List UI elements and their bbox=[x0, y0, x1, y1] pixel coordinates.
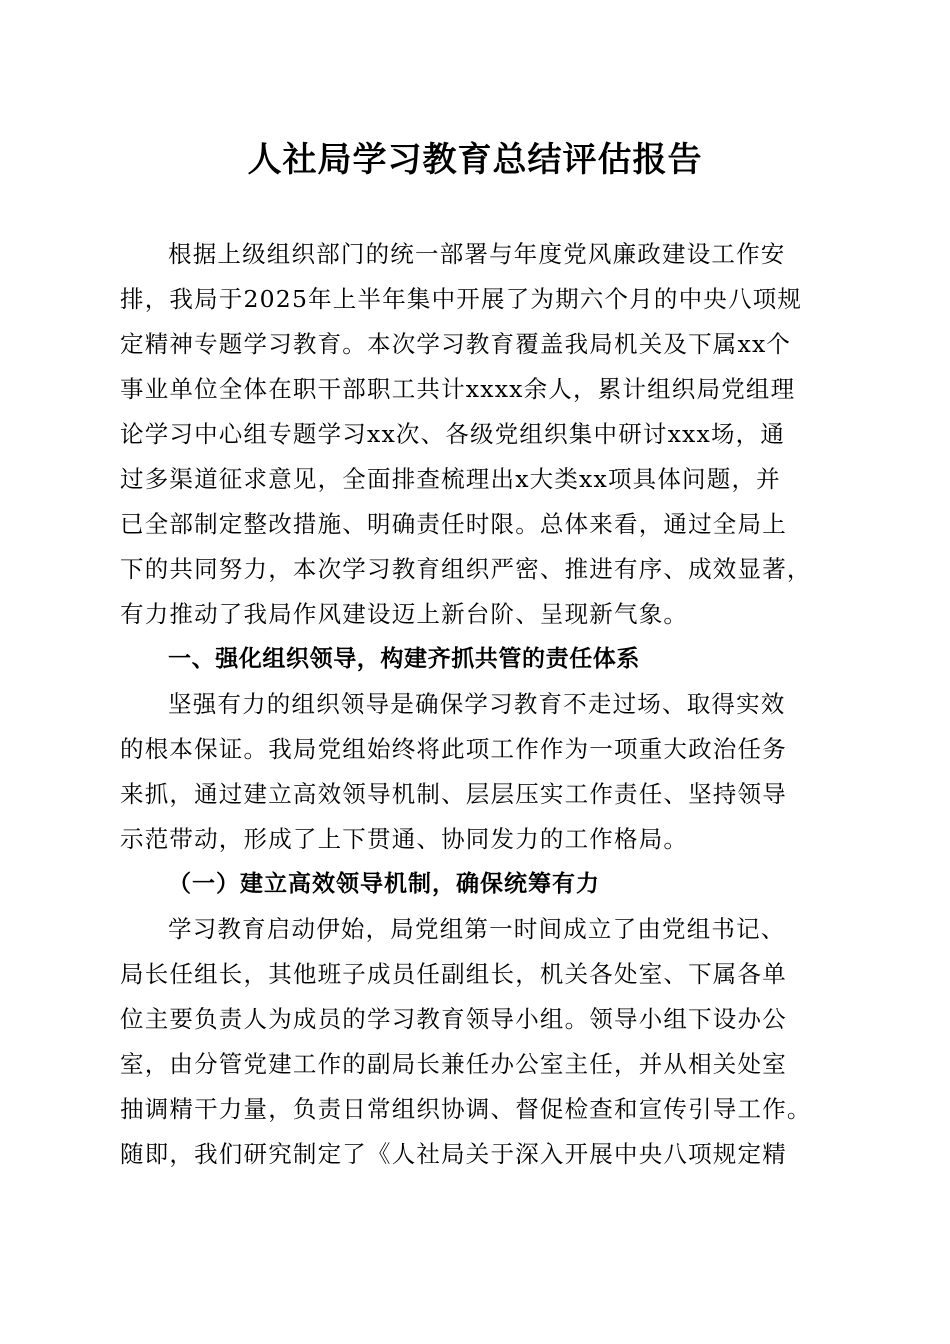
paragraph-2-line: 坚强有力的组织领导是确保学习教育不走过场、取得实效 bbox=[168, 690, 786, 718]
paragraph-1-line: 有力推动了我局作风建设迈上新台阶、呈现新气象。 bbox=[120, 600, 689, 628]
paragraph-1-line: 根据上级组织部门的统一部署与年度党风廉政建设工作安 bbox=[168, 240, 786, 268]
document-title: 人社局学习教育总结评估报告 bbox=[247, 140, 703, 180]
paragraph-1-line: 排，我局于2025年上半年集中开展了为期六个月的中央八项规 bbox=[120, 285, 803, 313]
paragraph-2-line: 的根本保证。我局党组始终将此项工作作为一项重大政治任务 bbox=[120, 735, 787, 763]
paragraph-1-line: 过多渠道征求意见，全面排查梳理出x大类xx项具体问题，并 bbox=[120, 465, 781, 493]
paragraph-1-line: 已全部制定整改措施、明确责任时限。总体来看，通过全局上 bbox=[120, 510, 787, 538]
section-heading-1: 一、强化组织领导，构建齐抓共管的责任体系 bbox=[168, 646, 640, 672]
paragraph-3-line: 抽调精干力量，负责日常组织协调、督促检查和宣传引导工作。 bbox=[120, 1095, 812, 1123]
paragraph-3-line: 室，由分管党建工作的副局长兼任办公室主任，并从相关处室 bbox=[120, 1050, 787, 1078]
paragraph-3-line: 局长任组长，其他班子成员任副组长，机关各处室、下属各单 bbox=[120, 960, 787, 988]
paragraph-1-line: 下的共同努力，本次学习教育组织严密、推进有序、成效显著， bbox=[120, 555, 812, 583]
paragraph-1-line: 事业单位全体在职干部职工共计xxxx余人，累计组织局党组理 bbox=[120, 375, 796, 403]
paragraph-3-line: 随即，我们研究制定了《人社局关于深入开展中央八项规定精 bbox=[120, 1140, 787, 1168]
paragraph-2-line: 来抓，通过建立高效领导机制、层层压实工作责任、坚持领导 bbox=[120, 780, 787, 808]
paragraph-2-line: 示范带动，形成了上下贯通、协同发力的工作格局。 bbox=[120, 825, 689, 853]
subsection-heading-1: （一）建立高效领导机制，确保统筹有力 bbox=[168, 870, 600, 897]
paragraph-1-line: 定精神专题学习教育。本次学习教育覆盖我局机关及下属xx个 bbox=[120, 330, 792, 358]
paragraph-3-line: 学习教育启动伊始，局党组第一时间成立了由党组书记、 bbox=[168, 915, 786, 943]
paragraph-1-line: 论学习中心组专题学习xx次、各级党组织集中研讨xxx场，通 bbox=[120, 420, 786, 448]
paragraph-3-line: 位主要负责人为成员的学习教育领导小组。领导小组下设办公 bbox=[120, 1005, 787, 1033]
